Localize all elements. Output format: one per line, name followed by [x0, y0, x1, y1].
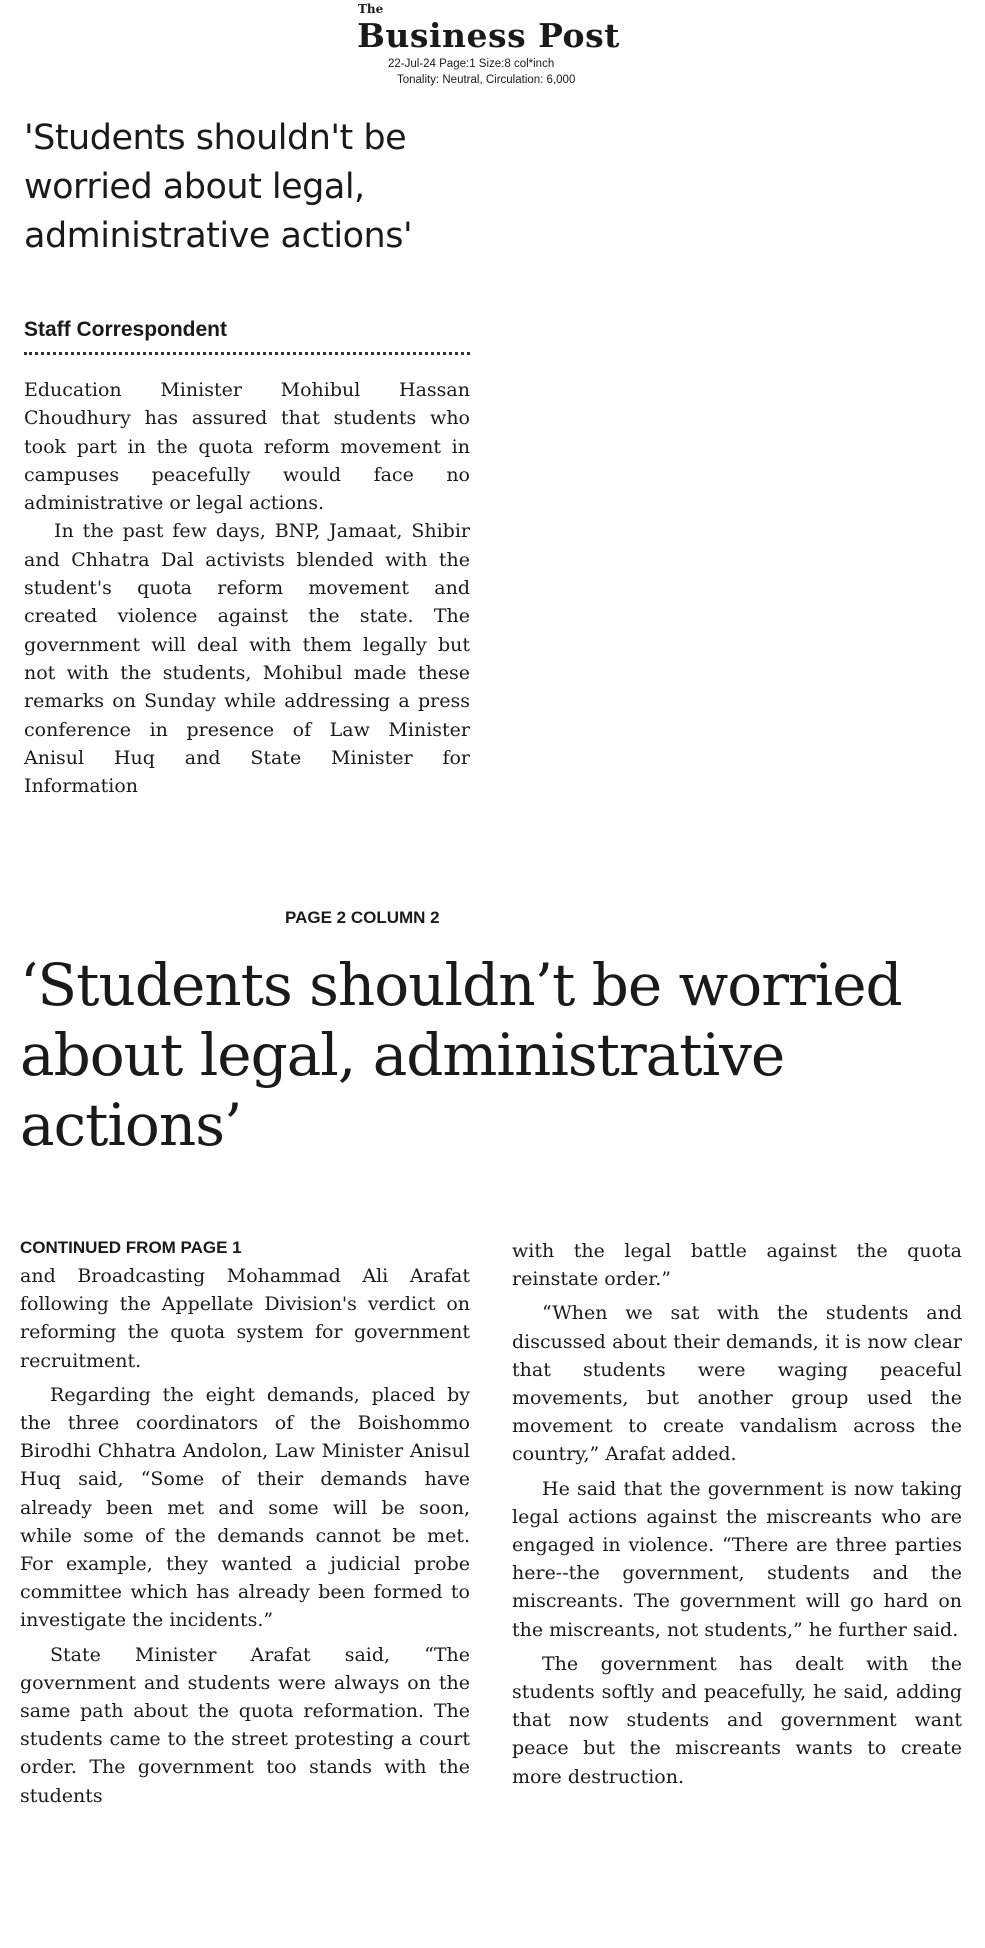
front-body — [24, 376, 470, 800]
masthead-brand: Business Post — [357, 16, 620, 55]
continued-paragraph: “When we sat with the students and discussed about their demands, it is now clear that students were waging peaceful movements, but another group used the movement to create vandalism across the country,” Arafat added. — [512, 1302, 962, 1466]
continued-paragraph: Regarding the eight demands, placed by the three coordinators of the Boishommo Birodhi Chhatra Andolon, Law Minister Anisul Huq said, “Some of their demands have already been met and some will be soon, while some of the demands cannot be met. For example, they wanted a judicial probe committee which has already been formed to investigate the incidents.” — [20, 1383, 470, 1632]
continued-right-column — [512, 1237, 962, 1791]
continued-left-column — [20, 1262, 470, 1810]
continued-label: CONTINUED FROM PAGE 1 — [20, 1238, 242, 1257]
continued-paragraph: and Broadcasting Mohammad Ali Arafat following the Appellate Division's verdict on reforming the quota system for government recruitment. — [20, 1265, 470, 1372]
front-paragraph: Education Minister Mohibul Hassan Choudhury has assured that students who took part in the quota reform movement in campuses peacefully would face no administrative or legal actions. — [24, 379, 470, 515]
continued-paragraph: State Minister Arafat said, “The government and students were always on the same path about the quota reformation. The students came to the street protesting a court order. The government too stands with the students — [20, 1643, 470, 1807]
continued-headline: ‘Students shouldn’t be worried about legal, administrative actions’ — [20, 951, 902, 1159]
front-headline: 'Students shouldn't be worried about legal, administrative actions' — [24, 118, 413, 256]
masthead-the: The — [358, 2, 384, 16]
clip-meta-line2: Tonality: Neutral, Circulation: 6,000 — [397, 74, 576, 86]
front-paragraph: In the past few days, BNP, Jamaat, Shibir and Chhatra Dal activists blended with the student's quota reform movement and created violence against the state. The government will deal with them legally but not with the students, Mohibul made these remarks on Sunday while addressing a press conference in presence of Law Minister Anisul Huq and State Minister for Information — [24, 520, 470, 798]
continued-paragraph: The government has dealt with the students softly and peacefully, he said, adding that now students and government want peace but the miscreants wants to create more destruction. — [512, 1652, 962, 1788]
continued-paragraph: with the legal battle against the quota reinstate order.” — [512, 1240, 962, 1291]
clip-meta-line1: 22-Jul-24 Page:1 Size:8 col*inch — [388, 58, 555, 70]
byline: Staff Correspondent — [24, 318, 228, 341]
continued-paragraph: He said that the government is now taking legal actions against the miscreants who are engaged in violence. “There are three parties here--the government, students and the miscreants. The government will go hard on the miscreants, not students,” he further said. — [512, 1477, 962, 1641]
byline-divider — [24, 352, 470, 355]
jump-line: PAGE 2 COLUMN 2 — [285, 908, 440, 927]
